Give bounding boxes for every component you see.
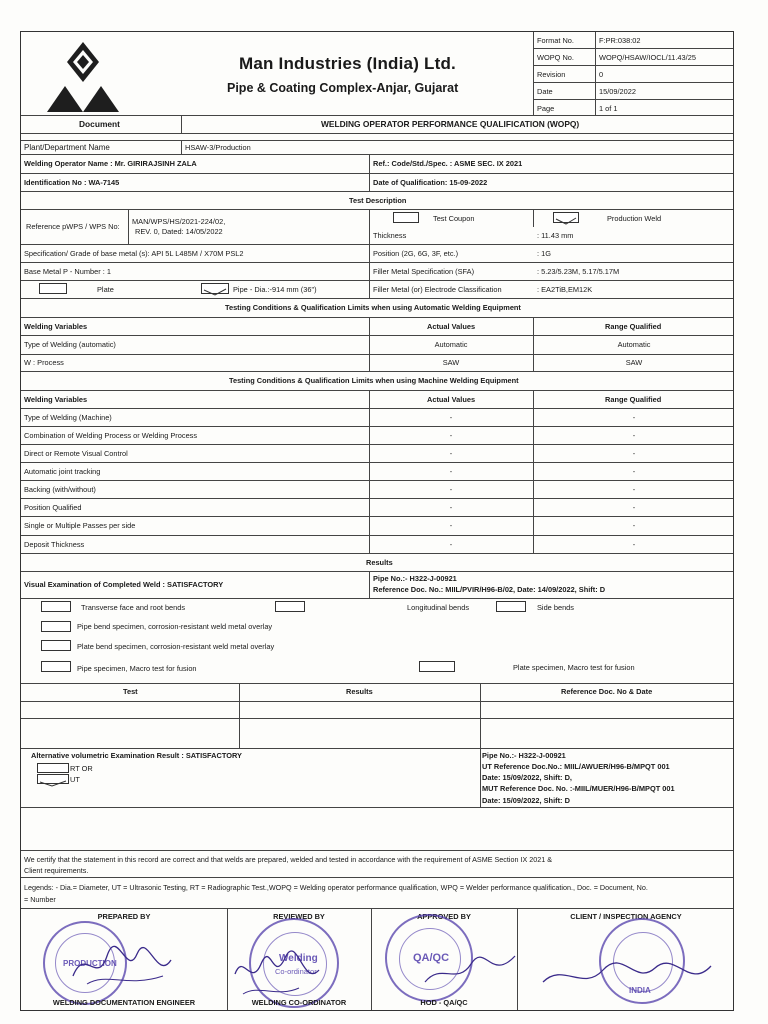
pipe-bend-checkbox[interactable]: [41, 621, 71, 632]
pipe-macro-label: Pipe specimen, Macro test for fusion: [77, 664, 197, 673]
machine-row-range: -: [632, 431, 636, 440]
welding-stamp-text: Welding: [279, 953, 318, 964]
volumetric-line: MUT Reference Doc. No. :-MIIL/MUER/H96-B/MPQT 001: [482, 784, 675, 793]
company-logo: [43, 38, 123, 114]
company-name: Man Industries (India) Ltd.: [239, 54, 456, 73]
coordinator-stamp-text: Co-ordinator: [275, 967, 317, 976]
reference-wps-value-line1: MAN/WPS/HS/2021-224/02,: [132, 217, 226, 226]
machine-row-actual: -: [449, 431, 453, 440]
identification-number: Identification No : WA-7145: [24, 178, 120, 187]
auto-row-var: W : Process: [24, 358, 64, 367]
reference-wps-value-line2: REV. 0, Dated: 14/05/2022: [135, 227, 223, 236]
results-heading: Results: [366, 558, 393, 567]
machine-row-var: Direct or Remote Visual Control: [24, 449, 128, 458]
meta-revision-label: Revision: [537, 70, 566, 79]
rt-checkbox[interactable]: [37, 763, 69, 773]
machine-equipment-heading: Testing Conditions & Qualification Limits when using Machine Welding Equipment: [229, 376, 519, 385]
machine-row-range: -: [632, 485, 636, 494]
thickness-label: Thickness: [373, 231, 407, 240]
test-coupon-label: Test Coupon: [433, 214, 475, 223]
certification-statement-cont: Client requirements.: [24, 866, 89, 875]
document-title: WELDING OPERATOR PERFORMANCE QUALIFICATION (WOPQ): [321, 119, 580, 129]
longitudinal-bend-checkbox[interactable]: [275, 601, 305, 612]
machine-row-var: Automatic joint tracking: [24, 467, 101, 476]
base-metal-p-number: Base Metal P - Number : 1: [24, 267, 111, 276]
reviewed-by-label: REVIEWED BY: [273, 912, 325, 921]
certification-statement: We certify that the statement in this record are correct and that welds are prepared, welded and tested in accordance with the requirement of ASME Section IX 2021 &: [24, 855, 553, 864]
meta-date-value: 15/09/2022: [599, 87, 636, 96]
meta-format-label: Format No.: [537, 36, 574, 45]
approved-by-title: HOD - QA/QC: [420, 998, 468, 1007]
machine-col-variables: Welding Variables: [24, 395, 88, 404]
code-reference: Ref.: Code/Std./Spec. : ASME SEC. IX 2021: [373, 159, 523, 168]
plate-label: Plate: [97, 285, 114, 294]
plate-bend-checkbox[interactable]: [41, 640, 71, 651]
volumetric-line: Date: 15/09/2022, Shift: D: [482, 796, 570, 805]
meta-revision-value: 0: [599, 70, 604, 79]
plate-checkbox[interactable]: [39, 283, 67, 294]
ut-label: UT: [70, 775, 80, 784]
machine-row-actual: -: [449, 503, 453, 512]
electrode-classification-label: Filler Metal (or) Electrode Classification: [373, 285, 502, 294]
production-stamp-text: PRODUCTION: [63, 959, 117, 968]
thickness-value: : 11.43 mm: [537, 231, 574, 240]
qualification-date: Date of Qualification: 15-09-2022: [373, 178, 488, 187]
transverse-bend-label: Transverse face and root bends: [81, 603, 186, 612]
automatic-equipment-heading: Testing Conditions & Qualification Limits when using Automatic Welding Equipment: [225, 303, 521, 312]
visual-examination-result: Visual Examination of Completed Weld : SATISFACTORY: [24, 580, 224, 589]
reviewed-by-title: WELDING CO-ORDINATOR: [251, 998, 347, 1007]
longitudinal-bend-label: Longitudinal bends: [407, 603, 470, 612]
machine-col-actual: Actual Values: [427, 395, 476, 404]
auto-row-range: Automatic: [617, 340, 651, 349]
test-coupon-checkbox[interactable]: [393, 212, 419, 223]
results-pipe-no: Pipe No.:- H322-J-00921: [373, 574, 457, 583]
machine-row-range: -: [632, 521, 636, 530]
auto-col-variables: Welding Variables: [24, 322, 88, 331]
pipe-diameter-label: Pipe - Dia.:-914 mm (36"): [233, 285, 317, 294]
auto-col-range: Range Qualified: [605, 322, 662, 331]
meta-format-value: F:PR:038:02: [599, 36, 641, 45]
electrode-classification-value: : EA2TiB,EM12K: [537, 285, 593, 294]
plant-label: Plant/Department Name: [24, 143, 110, 152]
machine-row-range: -: [632, 540, 636, 549]
side-bend-checkbox[interactable]: [496, 601, 526, 612]
machine-row-var: Deposit Thickness: [24, 540, 85, 549]
meta-wopq-value: WOPQ/HSAW/IOCL/11.43/25: [599, 53, 696, 62]
production-weld-checkbox[interactable]: [553, 212, 579, 223]
signature-prepared: [67, 936, 177, 992]
machine-row-var: Single or Multiple Passes per side: [24, 521, 136, 530]
qaqc-stamp-text: QA/QC: [413, 952, 450, 964]
machine-row-actual: -: [449, 467, 453, 476]
complex-name: Pipe & Coating Complex-Anjar, Gujarat: [227, 81, 459, 95]
meta-date-label: Date: [537, 87, 553, 96]
machine-row-range: -: [632, 449, 636, 458]
machine-row-actual: -: [449, 485, 453, 494]
rt-label: RT OR: [70, 764, 93, 773]
reference-wps-label: Reference pWPS / WPS No:: [26, 222, 120, 231]
prepared-by-title: WELDING DOCUMENTATION ENGINEER: [52, 998, 196, 1007]
test-description-heading: Test Description: [349, 196, 407, 205]
transverse-bend-checkbox[interactable]: [41, 601, 71, 612]
client-agency-label: CLIENT / INSPECTION AGENCY: [570, 912, 682, 921]
india-stamp-text: INDIA: [629, 986, 651, 995]
col-results: Results: [346, 687, 373, 696]
machine-row-var: Position Qualified: [24, 503, 82, 512]
document-label: Document: [79, 119, 120, 129]
side-bend-label: Side bends: [537, 603, 574, 612]
col-test: Test: [123, 687, 138, 696]
check-mark-icon: [202, 288, 228, 297]
logo-icon: [43, 38, 123, 114]
meta-page-label: Page: [537, 104, 555, 113]
machine-row-var: Type of Welding (Machine): [24, 413, 112, 422]
machine-row-range: -: [632, 413, 636, 422]
prepared-by-label: PREPARED BY: [97, 912, 151, 921]
filler-sfa-label: Filler Metal Specification (SFA): [373, 267, 475, 276]
volumetric-line: UT Reference Doc.No.: MIIL/AWUER/H96-B/MPQT 001: [482, 762, 670, 771]
plate-bend-label: Plate bend specimen, corrosion-resistant weld metal overlay: [77, 642, 275, 651]
production-weld-label: Production Weld: [607, 214, 662, 223]
wopq-form: [20, 31, 734, 1011]
pipe-checkbox[interactable]: [201, 283, 229, 294]
plate-macro-label: Plate specimen, Macro test for fusion: [513, 663, 635, 672]
volumetric-line: Pipe No.:- H322-J-00921: [482, 751, 566, 760]
signature-client: [539, 946, 719, 1002]
auto-col-actual: Actual Values: [427, 322, 476, 331]
machine-row-actual: -: [449, 521, 453, 530]
signature-reviewed: [229, 944, 339, 1000]
pipe-bend-label: Pipe bend specimen, corrosion-resistant weld metal overlay: [77, 622, 273, 631]
auto-row-var: Type of Welding (automatic): [24, 340, 116, 349]
pipe-macro-checkbox[interactable]: [41, 661, 71, 672]
meta-page-value: 1 of 1: [599, 104, 618, 113]
ut-checkbox[interactable]: [37, 774, 69, 784]
machine-row-var: Backing (with/without): [24, 485, 96, 494]
signature-approved: [421, 942, 521, 998]
approved-by-label: APPROVED BY: [417, 912, 471, 921]
position-value: : 1G: [537, 249, 551, 258]
machine-col-range: Range Qualified: [605, 395, 662, 404]
plant-value: HSAW-3/Production: [185, 143, 251, 152]
filler-sfa-value: : 5.23/5.23M, 5.17/5.17M: [537, 267, 620, 276]
base-metal-specification: Specification/ Grade of base metal (s): API 5L L485M / X70M PSL2: [24, 249, 244, 258]
machine-row-actual: -: [449, 413, 453, 422]
operator-name: Welding Operator Name : Mr. GIRIRAJSINH ZALA: [24, 159, 197, 168]
machine-row-range: -: [632, 467, 636, 476]
auto-row-actual: SAW: [442, 358, 460, 367]
meta-wopq-label: WOPQ No.: [537, 53, 574, 62]
position-label: Position (2G, 6G, 3F, etc.): [373, 249, 459, 258]
volumetric-line: Date: 15/09/2022, Shift: D,: [482, 773, 572, 782]
legends: Legends: - Dia.= Diameter, UT = Ultrasonic Testing, RT = Radiographic Test.,WOPQ = Welding operator performance qualification, WPQ = Welder performance qualification., Doc. = Document, No.: [24, 883, 648, 892]
volumetric-examination-result: Alternative volumetric Examination Result : SATISFACTORY: [31, 751, 242, 760]
check-mark-icon: [554, 217, 578, 226]
auto-row-range: SAW: [625, 358, 643, 367]
machine-row-var: Combination of Welding Process or Welding Process: [24, 431, 198, 440]
col-reference-doc: Reference Doc. No & Date: [561, 687, 653, 696]
machine-row-actual: -: [449, 540, 453, 549]
results-reference-doc: Reference Doc. No.: MIIL/PVIR/H96-B/02, Date: 14/09/2022, Shift: D: [373, 585, 606, 594]
check-mark-icon: [38, 780, 68, 788]
plate-macro-checkbox[interactable]: [419, 661, 455, 672]
auto-row-actual: Automatic: [434, 340, 468, 349]
legends-cont: = Number: [24, 895, 56, 904]
machine-row-actual: -: [449, 449, 453, 458]
machine-row-range: -: [632, 503, 636, 512]
